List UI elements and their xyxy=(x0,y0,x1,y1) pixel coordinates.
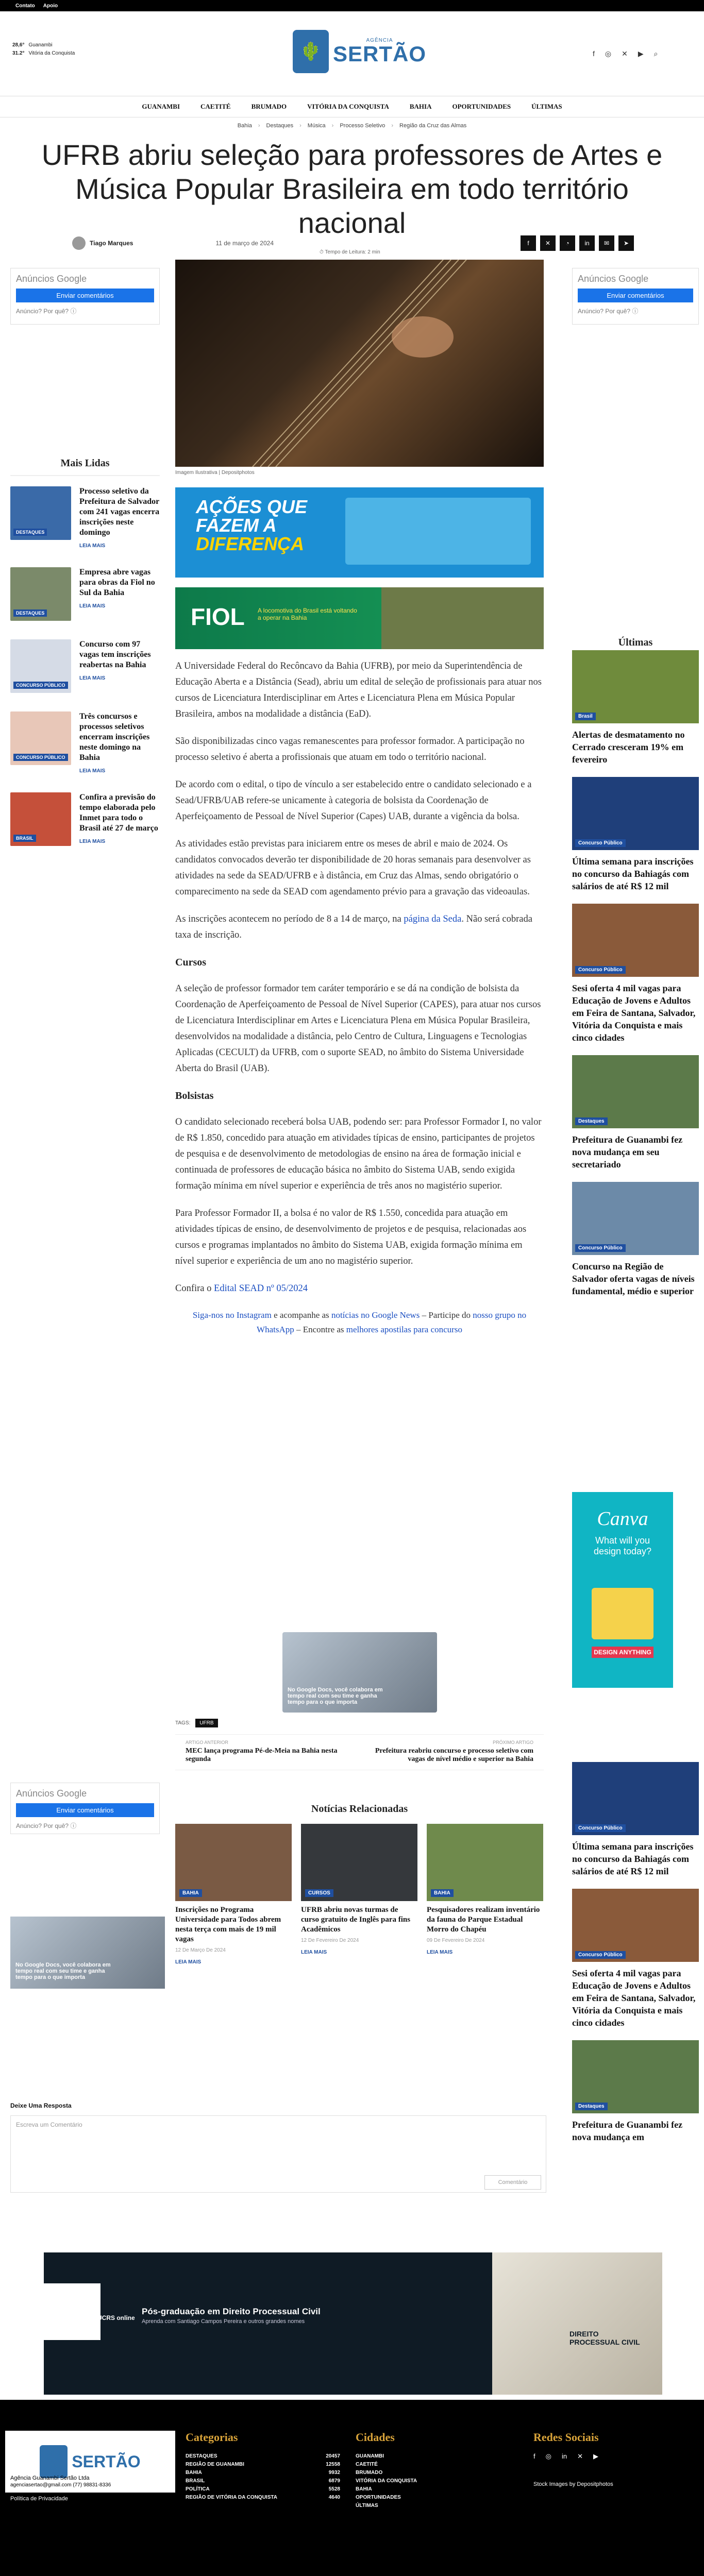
google-ad-left xyxy=(10,268,160,325)
breadcrumb-item[interactable]: Região da Cruz das Almas xyxy=(399,123,467,129)
nav-item-oportunidades[interactable]: OPORTUNIDADES xyxy=(452,103,511,110)
category-badge: Concurso Público xyxy=(575,1244,626,1252)
apostilas-link[interactable]: melhores apostilas para concurso xyxy=(346,1325,462,1334)
list-item[interactable] xyxy=(572,650,699,766)
nav-item-bahia[interactable]: BAHIA xyxy=(409,103,432,110)
x-icon[interactable]: ✕ xyxy=(540,235,556,251)
next-article-link[interactable]: Prefeitura reabriu concurso e processo seletivo com vagas de nível médio e superior na Bahia xyxy=(375,1747,533,1763)
city-link[interactable]: BRUMADO xyxy=(356,2470,383,2476)
author-name[interactable]: Tiago Marques xyxy=(90,240,133,247)
logo-top: AGÊNCIA xyxy=(366,38,393,43)
city-link[interactable]: BAHIA xyxy=(356,2486,372,2492)
category-badge: Concurso Público xyxy=(575,966,626,974)
breadcrumb-item[interactable]: Destaques xyxy=(266,123,294,129)
google-ad-left-2 xyxy=(10,1783,160,1834)
ultimas-list xyxy=(572,650,699,1297)
section-heading: Cursos xyxy=(175,957,207,968)
category-badge: CURSOS xyxy=(305,1889,333,1897)
paragraph: As atividades estão previstas para iniciarem entre os meses de abril e maio de 2024. Os candidatos convocados deverão ter disponibilidade de 20 horas semanais para desenvolver as atividades na sede da SEAD/UFRB e à distância, em Cruz das Almas, sendo obrigatório o comparecimento na sede da SEAD com agendamento prévio para a gravação das videoaulas. xyxy=(175,839,531,897)
search-icon[interactable]: ⌕ xyxy=(653,49,658,58)
canva-line: design today? xyxy=(593,1546,652,1556)
read-more-link[interactable]: LEIA MAIS xyxy=(427,1950,453,1955)
category-badge: Concurso Público xyxy=(575,839,626,847)
ad-why-link[interactable]: Anúncio? Por quê? ⓘ xyxy=(578,308,639,315)
read-more-link[interactable]: LEIA MAIS xyxy=(175,1959,202,1965)
item-title[interactable]: Alertas de desmatamento no Cerrado cresceram 19% em fevereiro xyxy=(572,730,685,765)
category-badge: Brasil xyxy=(575,713,596,720)
read-more-link[interactable]: LEIA MAIS xyxy=(79,839,106,844)
list-item[interactable] xyxy=(10,486,160,549)
prev-article-link[interactable]: MEC lança programa Pé-de-Meia na Bahia nesta segunda xyxy=(186,1747,338,1763)
item-title[interactable]: Sesi oferta 4 mil vagas para Educação de Jovens e Adultos em Feira de Santana, Salvador, Vitória da Conquista e mais cinco cidades xyxy=(572,983,696,1043)
category-name: BAHIA xyxy=(186,2470,202,2476)
top-bar xyxy=(0,0,704,11)
canva-line: What will you xyxy=(595,1535,650,1546)
ad-label: Anúncios Google xyxy=(16,1788,87,1799)
list-item[interactable] xyxy=(572,1182,699,1297)
thumbnail xyxy=(301,1824,417,1901)
list-item[interactable] xyxy=(572,2040,699,2143)
telegram-icon[interactable]: ➤ xyxy=(618,235,634,251)
paragraph: As inscrições acontecem no período de 8 a 14 de março, na página da Seda. Não será cobrada taxa de inscrição. xyxy=(175,914,532,940)
pucrs-brand: PUCRS online xyxy=(93,2314,135,2321)
paragraph: Para Professor Formador II, a bolsa é no valor de R$ 1.550, concedida para atuação em atividades típicas de ensino, de desenvolvimento de projetos e de pesquisa, relacionadas aos cursos e programas implantados no âmbito do Sistema UAB, exigida formação mínima em nível superior e experiência de um ano no magistério superior. xyxy=(175,1208,527,1266)
ultimas-heading: Últimas xyxy=(618,637,653,648)
item-date: 12 De Fevereiro De 2024 xyxy=(301,1938,359,1943)
category-name: DESTAQUES xyxy=(186,2453,217,2459)
inline-ad[interactable] xyxy=(282,1632,437,1713)
category-row[interactable] xyxy=(186,2452,340,2461)
footer xyxy=(0,2400,704,2576)
privacy-link[interactable]: Política de Privacidade xyxy=(10,2496,68,2502)
ad-why-link[interactable]: Anúncio? Por quê? ⓘ xyxy=(16,1822,77,1829)
facebook-icon[interactable]: f xyxy=(521,235,536,251)
category-count: 4640 xyxy=(328,2495,340,2500)
category-badge: Destaques xyxy=(575,2103,608,2110)
topbar-link-apoio[interactable]: Apoio xyxy=(43,3,58,9)
category-badge: Concurso Público xyxy=(575,1824,626,1832)
list-item[interactable] xyxy=(10,639,160,693)
main-nav xyxy=(0,96,704,117)
weather-city: Guanambi xyxy=(28,42,53,48)
list-item[interactable] xyxy=(572,904,699,1044)
cities-heading: Cidades xyxy=(356,2431,395,2444)
mais-lidas-list xyxy=(10,486,160,865)
item-title[interactable]: Prefeitura de Guanambi fez nova mudança em xyxy=(572,2120,683,2142)
thumbnail xyxy=(572,650,699,723)
related-card[interactable] xyxy=(175,1824,292,1965)
nav-item-brumado[interactable]: BRUMADO xyxy=(251,103,287,110)
thumbnail xyxy=(572,2040,699,2113)
thumbnail xyxy=(10,792,71,846)
thumbnail xyxy=(572,1182,699,1255)
x-icon[interactable]: ✕ xyxy=(622,49,628,58)
image-caption: Imagem Ilustrativa | Depositphotos xyxy=(175,470,255,476)
canva-cta: DESIGN ANYTHING xyxy=(592,1647,653,1658)
banner-text: A locomotiva do Brasil está voltando a operar na Bahia xyxy=(258,607,357,621)
item-date: 09 De Fevereiro De 2024 xyxy=(427,1938,485,1943)
article-image xyxy=(175,260,544,467)
paragraph: Confira o Edital SEAD nº 05/2024 xyxy=(175,1283,308,1294)
pucrs-side: DIREITO PROCESSUAL CIVIL xyxy=(569,2330,640,2346)
category-badge: Concurso Público xyxy=(575,1951,626,1959)
email-icon[interactable]: ✉ xyxy=(599,235,614,251)
linkedin-icon[interactable]: in xyxy=(561,2452,567,2460)
ad-feedback-button[interactable]: Enviar comentários xyxy=(578,289,693,302)
pucrs-ad[interactable] xyxy=(44,2252,662,2395)
thumbnail xyxy=(572,1055,699,1128)
mais-lidas-heading: Mais Lidas xyxy=(60,457,110,469)
edital-link[interactable]: Edital SEAD nº 05/2024 xyxy=(214,1283,308,1294)
read-time: ⏱ Tempo de Leitura: 2 min xyxy=(320,249,380,255)
logo-name: SERTÃO xyxy=(72,2452,141,2471)
category-name: REGIÃO DE VITÓRIA DA CONQUISTA xyxy=(186,2495,277,2500)
ultimas-list-2 xyxy=(572,1762,699,2143)
category-badge: Destaques xyxy=(575,1117,608,1125)
city-link[interactable]: ÚLTIMAS xyxy=(356,2503,378,2509)
comment-heading: Deixe Uma Resposta xyxy=(10,2102,72,2109)
item-title[interactable]: UFRB abriu novas turmas de curso gratuito de Inglês para fins Acadêmicos xyxy=(301,1906,411,1934)
banner-line: DIFERENÇA xyxy=(196,533,305,554)
list-item[interactable] xyxy=(10,711,160,774)
list-item[interactable] xyxy=(572,1889,699,2029)
breadcrumb: Bahia › Destaques › Música › Processo Seletivo › Região da Cruz das Almas xyxy=(237,123,467,129)
category-row[interactable] xyxy=(186,2494,340,2502)
share-buttons xyxy=(521,235,634,251)
related-card[interactable] xyxy=(301,1824,417,1965)
paragraph: A seleção de professor formador tem caráter temporário e se dá na condição de bolsista da Coordenação de Aperfeiçoamento de Pessoal de Nível Superior (CAPES), para atuar nos cursos de Licenciatura Interdisciplinar em Artes e Licenciatura Plena em Música Popular Brasileira, desenvolvidos na modalidade a distância, pelo Centro de Cultura, Linguagens e Tecnologias Aplicadas (CECULT) da UFRB, com o suporte SEAD, no âmbito do Sistema Universidade Aberta do Brasil (UAB). xyxy=(175,984,541,1074)
ad-feedback-button[interactable]: Enviar comentários xyxy=(16,1803,154,1817)
site-logo[interactable] xyxy=(293,30,426,73)
category-badge: CONCURSO PÚBLICO xyxy=(13,754,68,761)
city-link[interactable]: CAETITÉ xyxy=(356,2462,378,2467)
instagram-icon[interactable]: ◎ xyxy=(545,2452,551,2460)
pucrs-subtitle: Aprenda com Santiago Campos Pereira e outros grandes nomes xyxy=(142,2318,305,2325)
whatsapp-link[interactable]: nosso grupo no WhatsApp xyxy=(257,1310,527,1334)
item-title[interactable]: Inscrições no Programa Universidade para Todos abrem nesta terça com mais de 19 mil vagas xyxy=(175,1906,281,1943)
banner-brand: FIOL xyxy=(191,603,245,630)
category-row[interactable] xyxy=(186,2461,340,2469)
breadcrumb-item[interactable]: Bahia xyxy=(237,123,252,129)
read-more-link[interactable]: LEIA MAIS xyxy=(79,768,106,774)
category-badge: DESTAQUES xyxy=(13,609,47,617)
cactus-icon: 🌵 xyxy=(293,30,329,73)
category-row[interactable] xyxy=(186,2477,340,2485)
read-more-link[interactable]: LEIA MAIS xyxy=(79,603,106,609)
nav-item-vitoria[interactable]: VITÓRIA DA CONQUISTA xyxy=(307,103,389,110)
comment-textarea[interactable]: Escreva um Comentário xyxy=(10,2115,546,2193)
facebook-icon[interactable]: f xyxy=(593,49,595,58)
list-item[interactable] xyxy=(572,1055,699,1171)
instagram-link[interactable]: Siga-nos no Instagram xyxy=(192,1310,272,1320)
paragraph: O candidato selecionado receberá bolsa UAB, podendo ser: para Professor Formador I, no valor de R$ 1.850, concedido para atuação em atividades típicas de ensino, participantes de projetos de pesquisa e de desenvolvimento de metodologias de ensino na área de formação inicial e continuada de professores de educação básica no âmbito do Sistema UAB, sendo exigida formação mínima em nível superior e experiência de três anos no magistério superior. xyxy=(175,1117,542,1191)
paragraph: A Universidade Federal do Recôncavo da Bahia (UFRB), por meio da Superintendência de Educação Aberta e a Distância (Sead), abriu um edital de seleção de profissionais para atuar nos cursos de Licenciatura Interdisciplinar em Artes e Licenciatura Plena em Música Popular Brasileira, ambos na modalidade a distância (EaD). xyxy=(175,661,542,719)
pucrs-title: Pós-graduação em Direito Processual Civil xyxy=(142,2307,321,2316)
category-name: POLÍTICA xyxy=(186,2486,210,2492)
instagram-icon[interactable]: ◎ xyxy=(605,49,612,58)
category-badge: BRASIL xyxy=(13,835,36,842)
thumbnail xyxy=(427,1824,543,1901)
post-navigation xyxy=(175,1734,544,1770)
left-ad-text: No Google Docs, você colabora em tempo real com seu time e ganha tempo para o que importa xyxy=(15,1962,111,1980)
stock-credit: Stock Images by Depositphotos xyxy=(533,2481,613,2487)
banner-line: AÇÕES QUE xyxy=(196,496,308,517)
banner-ad-acoes[interactable] xyxy=(175,487,544,578)
google-ad-right xyxy=(572,268,699,325)
thumbnail xyxy=(175,1824,292,1901)
read-more-link[interactable]: LEIA MAIS xyxy=(301,1950,327,1955)
related-card[interactable] xyxy=(427,1824,543,1965)
linkedin-icon[interactable]: in xyxy=(579,235,595,251)
follow-links: Siga-nos no Instagram e acompanhe as notícias no Google News – Participe do nosso grupo no WhatsApp – Encontre as melhores apostilas para concurso xyxy=(192,1310,527,1334)
list-item[interactable] xyxy=(10,792,160,846)
paragraph: De acordo com o edital, o tipo de vínculo a ser estabelecido entre o candidato selecionado e a Sead/UFRB/UAB refere-se unicamente à categoria de bolsista da Coordenação de Aperfeiçoamento de Pessoal de Nível Superior (Capes) UAB, durante a vigência da bolsa. xyxy=(175,779,532,822)
category-badge: BAHIA xyxy=(431,1889,454,1897)
breadcrumb-item[interactable]: Processo Seletivo xyxy=(340,123,385,129)
thumbnail xyxy=(10,711,71,765)
seda-link[interactable]: página da Seda xyxy=(404,914,462,924)
inline-ad-text: No Google Docs, você colabora em tempo real com seu time e ganha tempo para o que importa xyxy=(288,1687,383,1705)
left-ad-image[interactable] xyxy=(10,1917,165,1989)
footer-address: Agência Guanambi Sertão Ltda xyxy=(10,2475,90,2481)
item-title[interactable]: Confira a previsão do tempo elaborada pelo Inmet para todo o Brasil até 27 de março xyxy=(79,793,158,833)
related-heading: Notícias Relacionadas xyxy=(311,1803,408,1815)
thumbnail xyxy=(572,777,699,850)
page-title: UFRB abriu seleção para professores de Artes e Música Popular Brasileira em todo território nacional xyxy=(41,139,663,239)
item-title[interactable]: Empresa abre vagas para obras da Fiol no Sul da Bahia xyxy=(79,568,155,597)
x-icon[interactable]: ✕ xyxy=(577,2452,583,2460)
ad-label: Anúncios Google xyxy=(16,274,87,284)
categories-heading: Categorias xyxy=(186,2431,238,2444)
category-badge: CONCURSO PÚBLICO xyxy=(13,682,68,689)
list-item[interactable] xyxy=(572,777,699,892)
nav-item-ultimas[interactable]: ÚLTIMAS xyxy=(531,103,562,110)
category-row[interactable] xyxy=(186,2485,340,2494)
weather-temp: 28,6° xyxy=(12,42,25,48)
thumbnail xyxy=(572,904,699,977)
weather-temp: 31.2° xyxy=(12,50,25,56)
nav-item-caetite[interactable]: CAETITÉ xyxy=(200,103,231,110)
thumbnail xyxy=(572,1889,699,1962)
category-count: 9932 xyxy=(328,2470,340,2476)
facebook-icon[interactable]: f xyxy=(533,2452,535,2460)
section-heading: Bolsistas xyxy=(175,1090,214,1101)
weather-widget xyxy=(12,41,75,58)
item-title[interactable]: Última semana para inscrições no concurso da Bahiagás com salários de até R$ 12 mil xyxy=(572,1841,694,1876)
article-date: 11 de março de 2024 xyxy=(215,240,274,247)
item-title[interactable]: Três concursos e processos seletivos encerram inscrições neste domingo na Bahia xyxy=(79,712,150,762)
thumbnail xyxy=(10,486,71,540)
canva-ad[interactable] xyxy=(572,1492,673,1688)
thumbnail xyxy=(10,567,71,621)
read-more-link[interactable]: LEIA MAIS xyxy=(79,543,106,549)
city-link[interactable]: GUANAMBI xyxy=(356,2453,384,2459)
ad-label: Anúncios Google xyxy=(578,274,649,284)
list-item[interactable] xyxy=(10,567,160,621)
item-date: 12 De Março De 2024 xyxy=(175,1947,226,1953)
comment-submit-button[interactable]: Comentário xyxy=(484,2175,541,2190)
thumbnail xyxy=(572,1762,699,1835)
category-count: 20457 xyxy=(326,2453,340,2459)
city-link[interactable]: VITÓRIA DA CONQUISTA xyxy=(356,2478,417,2484)
youtube-icon[interactable]: ▶ xyxy=(638,49,644,58)
topbar-link-contato[interactable]: Contato xyxy=(15,3,35,9)
category-count: 6879 xyxy=(328,2478,340,2484)
prev-label: ARTIGO ANTERIOR xyxy=(186,1740,228,1745)
tags xyxy=(175,1719,218,1727)
ad-feedback-button[interactable]: Enviar comentários xyxy=(16,289,154,302)
item-title[interactable]: Concurso com 97 vagas tem inscrições reabertas na Bahia xyxy=(79,640,151,669)
tag-chip[interactable]: UFRB xyxy=(195,1719,217,1727)
tags-label: TAGS: xyxy=(175,1720,191,1726)
social-heading: Redes Sociais xyxy=(533,2431,599,2444)
related-list xyxy=(175,1824,544,1965)
category-row[interactable] xyxy=(186,2469,340,2477)
next-label: PRÓXIMO ARTIGO xyxy=(493,1740,533,1745)
item-title[interactable]: Concurso na Região de Salvador oferta vagas de níveis fundamental, médio e superior xyxy=(572,1261,695,1296)
item-title[interactable]: Pesquisadores realizam inventário da fauna do Parque Estadual Morro do Chapéu xyxy=(427,1906,540,1934)
weather-city: Vitória da Conquista xyxy=(28,50,75,56)
nav-item-guanambi[interactable]: GUANAMBI xyxy=(142,103,180,110)
item-title[interactable]: Prefeitura de Guanambi fez nova mudança em seu secretariado xyxy=(572,1134,683,1170)
google-news-link[interactable]: notícias no Google News xyxy=(331,1310,420,1320)
article-body xyxy=(175,658,544,1348)
category-badge: DESTAQUES xyxy=(13,529,47,536)
ad-why-link[interactable]: Anúncio? Por quê? ⓘ xyxy=(16,308,77,315)
category-count: 5528 xyxy=(328,2486,340,2492)
categories-list xyxy=(186,2452,340,2502)
cities-list xyxy=(356,2452,484,2510)
logo-name: SERTÃO xyxy=(333,42,427,66)
header-social xyxy=(593,49,658,58)
item-title[interactable]: Sesi oferta 4 mil vagas para Educação de Jovens e Adultos em Feira de Santana, Salvador, Vitória da Conquista e mais cinco cidades xyxy=(572,1968,696,2028)
category-name: REGIÃO DE GUANAMBI xyxy=(186,2462,244,2467)
youtube-icon[interactable]: ▶ xyxy=(593,2452,598,2460)
list-item[interactable] xyxy=(572,1762,699,1877)
read-more-link[interactable]: LEIA MAIS xyxy=(79,675,106,681)
category-badge: BAHIA xyxy=(179,1889,202,1897)
category-name: BRASIL xyxy=(186,2478,205,2484)
item-title[interactable]: Última semana para inscrições no concurso da Bahiagás com salários de até R$ 12 mil xyxy=(572,856,694,891)
avatar xyxy=(72,236,86,250)
whatsapp-icon[interactable]: ◔ xyxy=(560,235,575,251)
category-count: 12558 xyxy=(326,2462,340,2467)
breadcrumb-item[interactable]: Música xyxy=(307,123,326,129)
thumbnail xyxy=(10,639,71,693)
item-title[interactable]: Processo seletivo da Prefeitura de Salvador com 241 vagas encerra inscrições neste domingo xyxy=(79,487,160,537)
canva-brand: Canva xyxy=(597,1508,648,1530)
banner-line: FAZEM A xyxy=(196,515,277,536)
paragraph: São disponibilizadas cinco vagas remanescentes para professor formador. A participação no processo seletivo é aberta a profissionais que atuam em todo o território nacional. xyxy=(175,736,525,762)
city-link[interactable]: OPORTUNIDADES xyxy=(356,2495,401,2500)
banner-ad-fiol[interactable] xyxy=(175,587,544,649)
footer-email: agenciasertao@gmail.com (77) 98831-8336 xyxy=(10,2482,111,2488)
